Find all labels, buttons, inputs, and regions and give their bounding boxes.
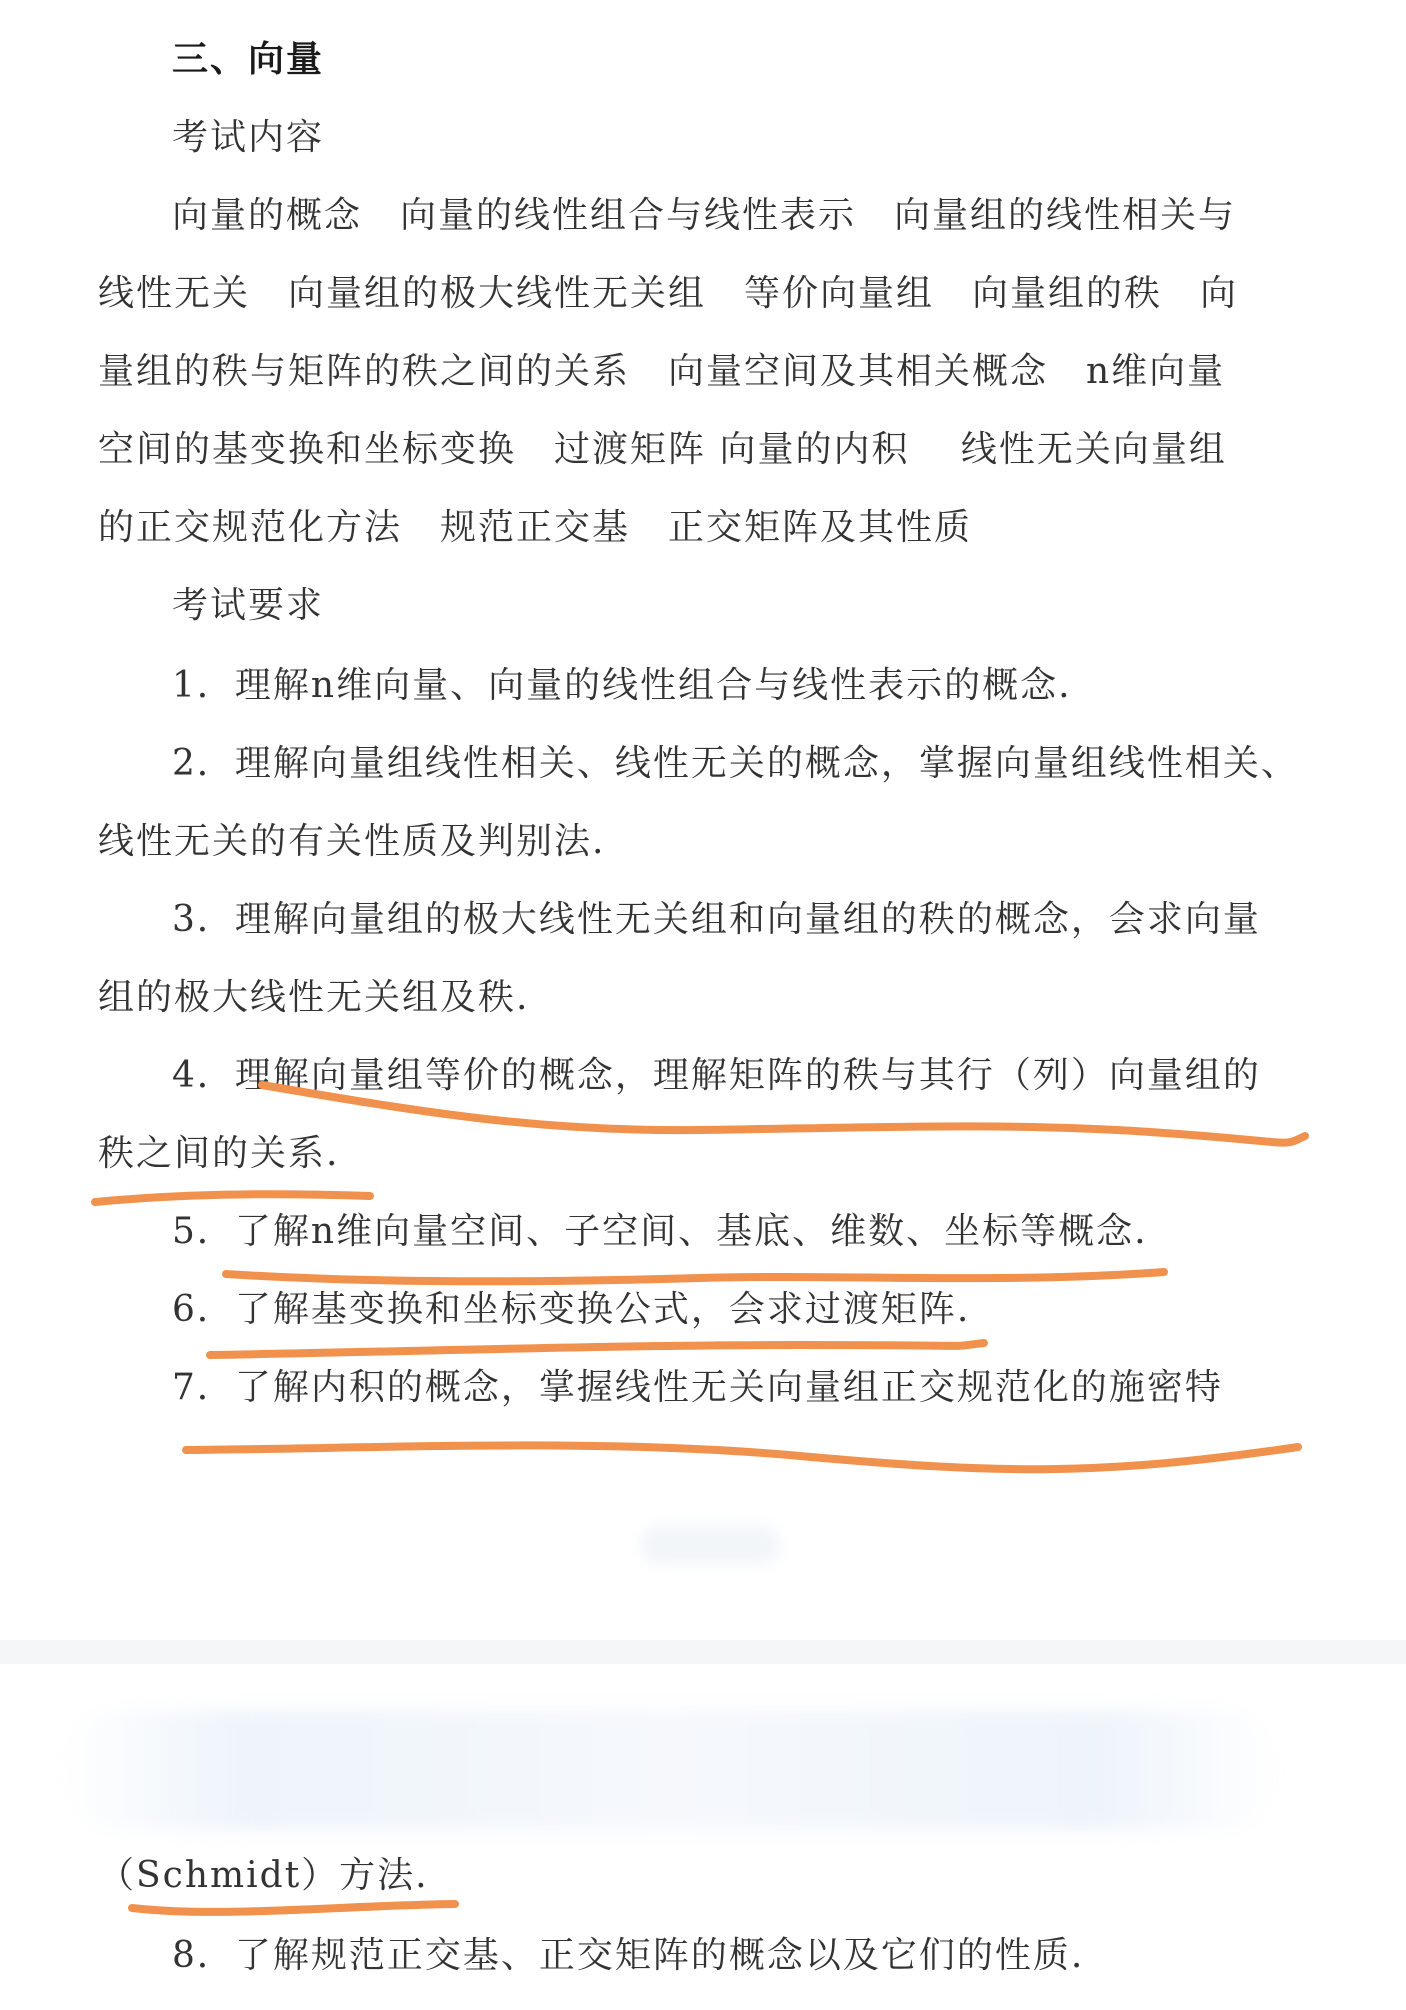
requirement-line: 线性无关的有关性质及判别法. [98, 821, 606, 862]
content-line: 向量的概念 向量的线性组合与线性表示 向量组的线性相关与 [172, 195, 1237, 236]
requirement-line: 组的极大线性无关组及秩. [98, 977, 530, 1018]
requirement-line: 7．了解内积的概念，掌握线性无关向量组正交规范化的施密特 [172, 1367, 1223, 1408]
requirement-line: 2．理解向量组线性相关、线性无关的概念，掌握向量组线性相关、 [172, 743, 1299, 784]
underline-mark [226, 1272, 1164, 1281]
page-separator [0, 1640, 1406, 1664]
content-line: 空间的基变换和坐标变换 过渡矩阵 向量的内积 线性无关向量组 [98, 429, 1227, 470]
underline-mark [95, 1194, 370, 1202]
requirement-line: 5．了解n维向量空间、子空间、基底、维数、坐标等概念. [172, 1211, 1148, 1252]
content-heading: 考试内容 [172, 117, 325, 158]
requirements-heading: 考试要求 [172, 585, 325, 626]
requirement-line: （Schmidt）方法. [98, 1855, 429, 1896]
requirement-line: 3．理解向量组的极大线性无关组和向量组的秩的概念，会求向量 [172, 899, 1261, 940]
section-title: 三、向量 [172, 39, 325, 80]
requirement-line: 秩之间的关系. [98, 1133, 340, 1174]
blurred-area [60, 1710, 1280, 1830]
requirement-line: 4．理解向量组等价的概念，理解矩阵的秩与其行（列）向量组的 [172, 1055, 1261, 1096]
requirement-line: 8．了解规范正交基、正交矩阵的概念以及它们的性质. [172, 1935, 1085, 1976]
underline-mark [132, 1904, 455, 1912]
blurred-area [640, 1525, 780, 1565]
content-line: 量组的秩与矩阵的秩之间的关系 向量空间及其相关概念 n维向量 [98, 351, 1226, 392]
underline-mark [210, 1343, 984, 1355]
content-line: 的正交规范化方法 规范正交基 正交矩阵及其性质 [98, 507, 973, 548]
underline-mark [186, 1445, 1298, 1469]
content-line: 线性无关 向量组的极大线性无关组 等价向量组 向量组的秩 向 [98, 273, 1239, 314]
requirement-line: 6．了解基变换和坐标变换公式，会求过渡矩阵. [172, 1289, 971, 1330]
requirement-line: 1．理解n维向量、向量的线性组合与线性表示的概念. [172, 665, 1072, 706]
